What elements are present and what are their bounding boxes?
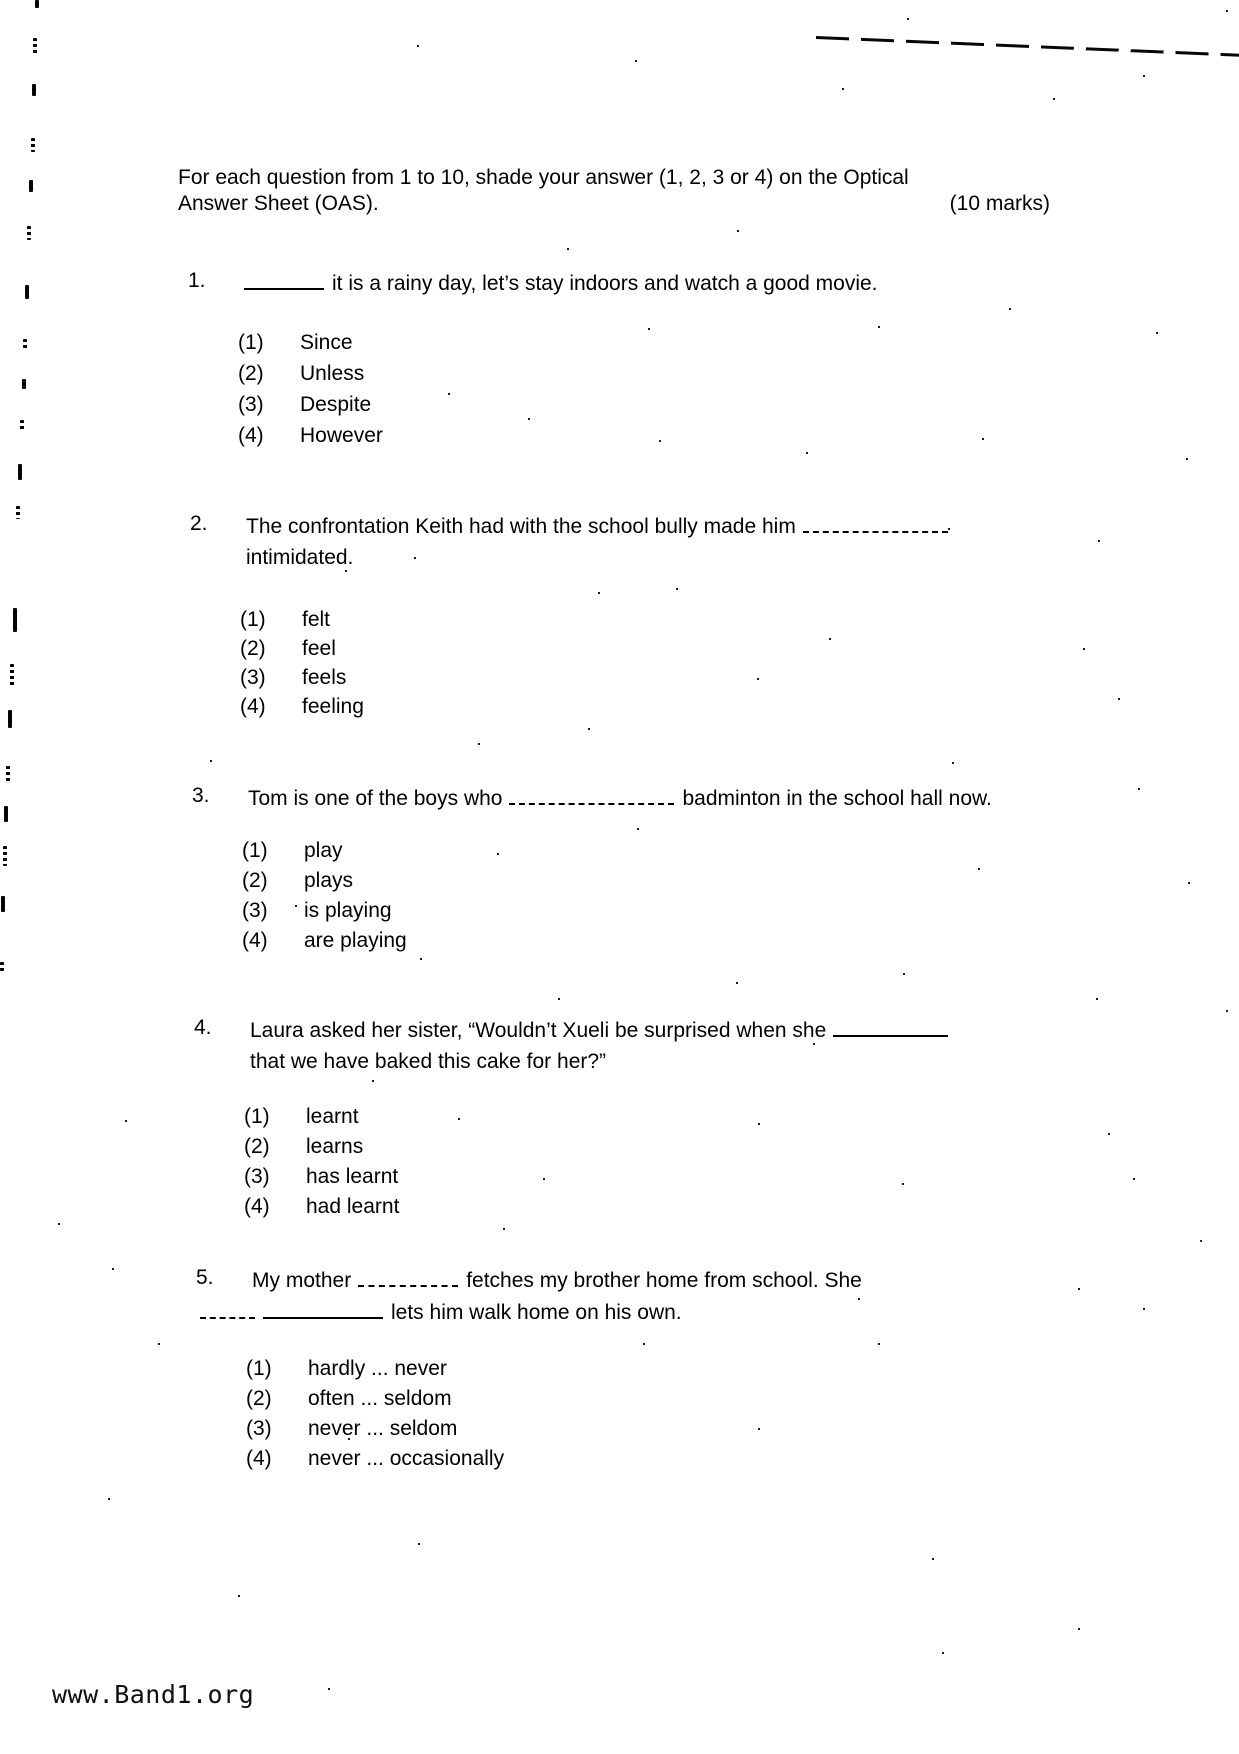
option-number: (1) — [242, 839, 268, 862]
scan-margin-mark — [6, 766, 10, 781]
marks-label: (10 marks) — [949, 192, 1050, 216]
answer-option — [246, 1386, 504, 1416]
option-number: (3) — [244, 1165, 270, 1188]
option-label: play — [304, 839, 343, 862]
option-number: (2) — [242, 869, 268, 892]
option-label: never ... seldom — [308, 1417, 458, 1440]
option-label: felt — [302, 608, 331, 631]
question-number: 4. — [194, 1016, 212, 1039]
fill-in-blank-line — [200, 1297, 255, 1319]
answer-option — [244, 1104, 399, 1134]
fill-in-blank-line — [263, 1297, 383, 1319]
option-number: (4) — [238, 424, 264, 447]
answer-option — [244, 1194, 399, 1224]
scan-margin-mark — [25, 285, 29, 299]
option-label: Since — [300, 331, 353, 354]
option-label: feeling — [302, 695, 364, 718]
answer-option — [242, 838, 407, 868]
option-label: often ... seldom — [308, 1387, 452, 1410]
question-line — [244, 268, 878, 302]
option-number: (1) — [246, 1357, 272, 1380]
question-line — [200, 1297, 862, 1329]
scan-edge-dashed-line — [816, 36, 1239, 57]
answer-option — [242, 898, 407, 928]
option-number: (3) — [246, 1417, 272, 1440]
question-2 — [190, 511, 956, 579]
question-text: that we have baked this cake for her?” — [250, 1050, 607, 1073]
option-number: (3) — [238, 393, 264, 416]
question-line — [252, 1265, 862, 1297]
option-number: (2) — [240, 637, 266, 660]
option-number: (4) — [246, 1447, 272, 1470]
question-1 — [188, 268, 878, 302]
option-number: (4) — [244, 1195, 270, 1218]
answer-option — [240, 636, 364, 665]
question-5 — [196, 1265, 862, 1329]
option-number: (4) — [242, 929, 268, 952]
question-text: fetches my brother home from school. She — [466, 1268, 862, 1292]
question-3-options — [242, 838, 407, 958]
scan-margin-mark — [29, 180, 33, 192]
scan-noise-specks — [0, 0, 2, 2]
option-number: (1) — [238, 331, 264, 354]
option-label: Unless — [300, 362, 365, 385]
option-label: Despite — [300, 393, 372, 416]
scan-margin-mark — [23, 339, 27, 350]
question-text: Tom is one of the boys who — [248, 786, 503, 810]
question-text: it is a rainy day, let’s stay indoors and watch a good movie. — [332, 271, 878, 295]
scan-margin-mark — [0, 962, 4, 971]
option-label: learnt — [306, 1105, 359, 1128]
question-text: My mother — [252, 1268, 352, 1292]
answer-option — [246, 1416, 504, 1446]
option-label: never ... occasionally — [308, 1447, 505, 1470]
question-line — [250, 1015, 956, 1049]
option-number: (3) — [242, 899, 268, 922]
answer-option — [246, 1446, 504, 1476]
answer-option — [240, 607, 364, 636]
scan-margin-mark — [4, 806, 8, 822]
scan-margin-mark — [22, 379, 26, 389]
question-text: badminton in the school hall now. — [682, 786, 992, 810]
question-5-options — [246, 1356, 504, 1476]
question-text: intimidated. — [246, 546, 354, 569]
fill-in-blank-line — [803, 511, 948, 533]
scan-margin-mark — [32, 84, 36, 96]
scan-margin-mark — [1, 896, 5, 912]
question-line — [246, 511, 956, 545]
option-number: (1) — [240, 608, 266, 631]
option-label: However — [300, 424, 383, 447]
answer-option — [240, 665, 364, 694]
option-number: (2) — [244, 1135, 270, 1158]
scan-margin-mark — [31, 138, 35, 152]
scan-margin-mark — [35, 0, 39, 8]
watermark-url: www.Band1.org — [52, 1680, 255, 1709]
scan-margin-mark — [18, 464, 22, 480]
fill-in-blank-line — [509, 783, 674, 805]
question-2-options — [240, 607, 364, 723]
scan-margin-mark — [8, 710, 12, 728]
option-label: are playing — [304, 929, 407, 952]
option-number: (2) — [238, 362, 264, 385]
question-line — [246, 545, 956, 579]
scan-margin-mark — [13, 608, 17, 632]
question-line — [248, 783, 992, 817]
scan-margin-mark — [10, 664, 14, 688]
answer-option — [238, 392, 383, 423]
scan-margin-mark — [3, 846, 7, 866]
option-label: has learnt — [306, 1165, 399, 1188]
option-number: (4) — [240, 695, 266, 718]
option-label: is playing — [304, 899, 392, 922]
option-label: hardly ... never — [308, 1357, 447, 1380]
option-number: (2) — [246, 1387, 272, 1410]
answer-option — [246, 1356, 504, 1386]
question-4-options — [244, 1104, 399, 1224]
option-label: learns — [306, 1135, 364, 1158]
scan-margin-mark — [20, 420, 24, 431]
scan-margin-mark — [33, 38, 37, 56]
answer-option — [242, 868, 407, 898]
question-number: 2. — [190, 512, 208, 535]
scan-margin-mark — [16, 506, 20, 519]
question-text: lets him walk home on his own. — [391, 1300, 682, 1324]
option-label: plays — [304, 869, 354, 892]
answer-option — [244, 1134, 399, 1164]
fill-in-blank-line — [833, 1015, 948, 1037]
question-4 — [194, 1015, 956, 1083]
question-3 — [192, 783, 992, 817]
option-label: had learnt — [306, 1195, 400, 1218]
question-text: The confrontation Keith had with the school bully made him — [246, 514, 796, 538]
answer-option — [244, 1164, 399, 1194]
answer-option — [242, 928, 407, 958]
question-1-options — [238, 330, 383, 454]
answer-option — [238, 330, 383, 361]
question-line — [250, 1049, 956, 1083]
fill-in-blank-line — [244, 268, 324, 290]
option-number: (1) — [244, 1105, 270, 1128]
scan-margin-mark — [27, 226, 31, 240]
option-number: (3) — [240, 666, 266, 689]
answer-option — [238, 361, 383, 392]
instructions — [178, 165, 1050, 218]
question-number: 3. — [192, 784, 210, 807]
answer-option — [240, 694, 364, 723]
question-number: 5. — [196, 1266, 214, 1289]
question-text: Laura asked her sister, “Wouldn’t Xueli be surprised when she — [250, 1018, 827, 1042]
instructions-line1: For each question from 1 to 10, shade your answer (1, 2, 3 or 4) on the Optical — [178, 166, 909, 189]
fill-in-blank-line — [358, 1265, 458, 1287]
instructions-line2: Answer Sheet (OAS). — [178, 192, 379, 216]
option-label: feel — [302, 637, 336, 660]
answer-option — [238, 423, 383, 454]
question-number: 1. — [188, 269, 206, 292]
option-label: feels — [302, 666, 347, 689]
